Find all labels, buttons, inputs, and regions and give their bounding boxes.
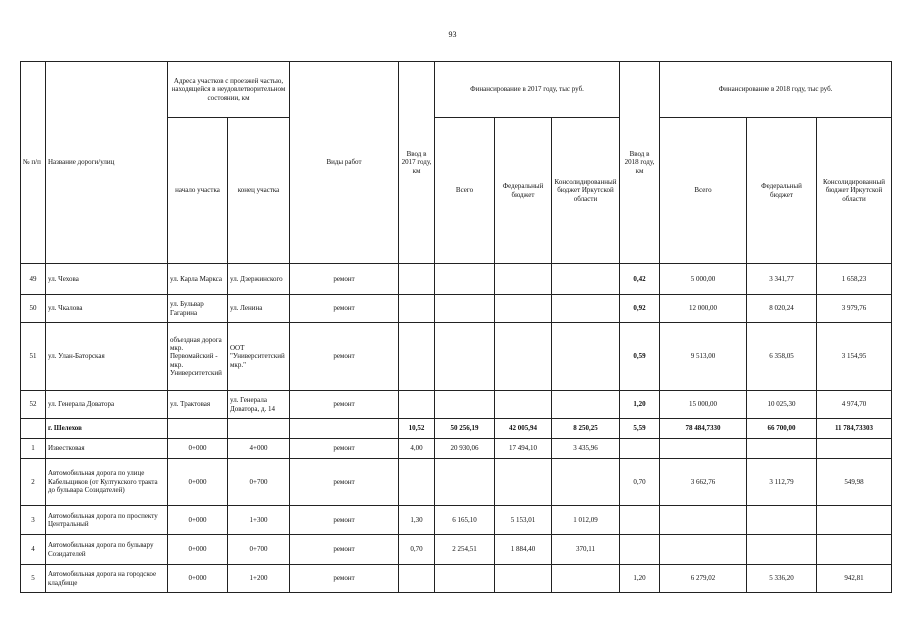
cell-start: ул. Трактовая <box>168 391 228 419</box>
cell-km-2018: 0,70 <box>620 459 660 506</box>
cell-km-2017: 0,70 <box>399 535 435 565</box>
cell-num: 49 <box>21 264 46 295</box>
subtotal-federal-2018: 66 700,00 <box>747 419 817 439</box>
cell-consolidated-2018: 4 974,70 <box>817 391 892 419</box>
cell-km-2018: 1,20 <box>620 565 660 593</box>
cell-km-2017 <box>399 459 435 506</box>
cell-consolidated-2017 <box>552 565 620 593</box>
cell-federal-2017: 5 153,01 <box>495 506 552 535</box>
cell-total-2017: 20 930,06 <box>435 439 495 459</box>
cell-total-2017 <box>435 565 495 593</box>
cell-end: 0+700 <box>228 535 290 565</box>
subtotal-consolidated-2017: 8 250,25 <box>552 419 620 439</box>
cell-km-2017 <box>399 264 435 295</box>
cell-total-2018: 5 000,00 <box>660 264 747 295</box>
road-repair-table <box>20 61 892 593</box>
cell-federal-2017 <box>495 391 552 419</box>
cell-total-2017 <box>435 295 495 323</box>
table-row <box>21 295 892 323</box>
cell-end: ул. Генерала Доватора, д. 14 <box>228 391 290 419</box>
cell-num: 51 <box>21 323 46 391</box>
cell-work <box>290 419 399 439</box>
cell-consolidated-2017 <box>552 264 620 295</box>
cell-federal-2018: 10 025,30 <box>747 391 817 419</box>
header-intro-2018: Ввод в 2018 году, км <box>620 62 660 264</box>
cell-name: ул. Генерала Доватора <box>46 391 168 419</box>
cell-name: Автомобильная дорога на городское кладбище <box>46 565 168 593</box>
cell-consolidated-2017 <box>552 391 620 419</box>
table-row <box>21 535 892 565</box>
header-addresses: Адреса участков с проезжей частью, находящейся в неудовлетворительном состоянии, км <box>168 62 290 118</box>
table-row <box>21 323 892 391</box>
cell-km-2017: 1,30 <box>399 506 435 535</box>
cell-km-2017 <box>399 391 435 419</box>
table-row <box>21 565 892 593</box>
subtotal-row <box>21 419 892 439</box>
cell-end: 1+300 <box>228 506 290 535</box>
cell-km-2017 <box>399 323 435 391</box>
header-intro-2017: Ввод в 2017 году, км <box>399 62 435 264</box>
header-road-name: Название дороги/улиц <box>46 62 168 264</box>
table-row <box>21 391 892 419</box>
cell-consolidated-2018: 1 658,23 <box>817 264 892 295</box>
cell-consolidated-2018: 3 979,76 <box>817 295 892 323</box>
cell-total-2018: 6 279,02 <box>660 565 747 593</box>
cell-total-2018 <box>660 506 747 535</box>
cell-total-2017 <box>435 391 495 419</box>
subtotal-consolidated-2018: 11 784,73303 <box>817 419 892 439</box>
header-total-2018: Всего <box>660 118 747 264</box>
cell-work: ремонт <box>290 391 399 419</box>
table-row <box>21 264 892 295</box>
subtotal-km-2017: 10,52 <box>399 419 435 439</box>
cell-federal-2017: 17 494,10 <box>495 439 552 459</box>
cell-start: 0+000 <box>168 565 228 593</box>
cell-start: 0+000 <box>168 506 228 535</box>
cell-consolidated-2017: 1 012,09 <box>552 506 620 535</box>
cell-federal-2018: 3 341,77 <box>747 264 817 295</box>
cell-consolidated-2018: 942,81 <box>817 565 892 593</box>
cell-km-2018: 0,92 <box>620 295 660 323</box>
header-start: начало участка <box>168 118 228 264</box>
cell-work: ремонт <box>290 323 399 391</box>
cell-total-2017: 2 254,51 <box>435 535 495 565</box>
cell-consolidated-2017: 370,11 <box>552 535 620 565</box>
cell-km-2018: 1,20 <box>620 391 660 419</box>
header-total-2017: Всего <box>435 118 495 264</box>
cell-federal-2018: 6 358,05 <box>747 323 817 391</box>
cell-start: ул. Бульвар Гагарина <box>168 295 228 323</box>
header-consolidated-2018: Консолидированный бюджет Иркутской области <box>817 118 892 264</box>
cell-federal-2017 <box>495 459 552 506</box>
cell-name: Автомобильная дорога по улице Кабельщиков (от Култукского тракта до бульвара Созидателей) <box>46 459 168 506</box>
cell-consolidated-2017: 3 435,96 <box>552 439 620 459</box>
cell-federal-2017 <box>495 295 552 323</box>
cell-num: 4 <box>21 535 46 565</box>
cell-total-2018 <box>660 439 747 459</box>
cell-num: 3 <box>21 506 46 535</box>
cell-federal-2017 <box>495 323 552 391</box>
cell-consolidated-2018 <box>817 506 892 535</box>
cell-num: 50 <box>21 295 46 323</box>
cell-end: ул. Ленина <box>228 295 290 323</box>
cell-total-2017 <box>435 459 495 506</box>
header-finance-2017: Финансирование в 2017 году, тыс руб. <box>435 62 620 118</box>
header-end: конец участка <box>228 118 290 264</box>
cell-num: 5 <box>21 565 46 593</box>
cell-name: Автомобильная дорога по проспекту Центральный <box>46 506 168 535</box>
header-work-types: Виды работ <box>290 62 399 264</box>
cell-work: ремонт <box>290 439 399 459</box>
cell-start <box>168 419 228 439</box>
cell-total-2018: 12 000,00 <box>660 295 747 323</box>
cell-federal-2018: 5 336,20 <box>747 565 817 593</box>
cell-km-2018: 0,59 <box>620 323 660 391</box>
page-number: 93 <box>448 30 457 39</box>
cell-name: Автомобильная дорога по бульвару Созидателей <box>46 535 168 565</box>
cell-work: ремонт <box>290 565 399 593</box>
cell-total-2018: 3 662,76 <box>660 459 747 506</box>
cell-federal-2018: 8 020,24 <box>747 295 817 323</box>
cell-total-2017 <box>435 264 495 295</box>
cell-km-2017 <box>399 565 435 593</box>
cell-total-2017 <box>435 323 495 391</box>
cell-num: 1 <box>21 439 46 459</box>
subtotal-km-2018: 5,59 <box>620 419 660 439</box>
cell-consolidated-2018 <box>817 535 892 565</box>
cell-km-2018 <box>620 506 660 535</box>
cell-federal-2017: 1 884,40 <box>495 535 552 565</box>
subtotal-federal-2017: 42 005,94 <box>495 419 552 439</box>
cell-federal-2018 <box>747 506 817 535</box>
cell-km-2018: 0,42 <box>620 264 660 295</box>
table-row <box>21 439 892 459</box>
cell-total-2017: 6 165,10 <box>435 506 495 535</box>
cell-start: 0+000 <box>168 459 228 506</box>
cell-total-2018: 15 000,00 <box>660 391 747 419</box>
cell-end <box>228 419 290 439</box>
subtotal-total-2017: 50 256,19 <box>435 419 495 439</box>
header-federal-2018: Федеральный бюджет <box>747 118 817 264</box>
cell-federal-2018: 3 112,79 <box>747 459 817 506</box>
cell-km-2017: 4,00 <box>399 439 435 459</box>
cell-name: Известковая <box>46 439 168 459</box>
cell-start: 0+000 <box>168 439 228 459</box>
cell-km-2018 <box>620 439 660 459</box>
cell-start: ул. Карла Маркса <box>168 264 228 295</box>
cell-work: ремонт <box>290 535 399 565</box>
cell-consolidated-2018 <box>817 439 892 459</box>
cell-km-2017 <box>399 295 435 323</box>
cell-federal-2017 <box>495 565 552 593</box>
cell-work: ремонт <box>290 459 399 506</box>
subtotal-total-2018: 78 484,7330 <box>660 419 747 439</box>
cell-name: ул. Чкалова <box>46 295 168 323</box>
subtotal-name: г. Шелехов <box>46 419 168 439</box>
table-row <box>21 459 892 506</box>
cell-end: 4+000 <box>228 439 290 459</box>
cell-name: ул. Улан-Баторская <box>46 323 168 391</box>
cell-name: ул. Чехова <box>46 264 168 295</box>
cell-end: 0+700 <box>228 459 290 506</box>
cell-start: 0+000 <box>168 535 228 565</box>
cell-work: ремонт <box>290 295 399 323</box>
cell-consolidated-2017 <box>552 323 620 391</box>
table-row <box>21 506 892 535</box>
cell-federal-2018 <box>747 535 817 565</box>
header-finance-2018: Финансирование в 2018 году, тыс руб. <box>660 62 892 118</box>
header-num: № п/п <box>21 62 46 264</box>
cell-consolidated-2017 <box>552 295 620 323</box>
cell-work: ремонт <box>290 264 399 295</box>
cell-federal-2018 <box>747 439 817 459</box>
cell-consolidated-2018: 3 154,95 <box>817 323 892 391</box>
cell-work: ремонт <box>290 506 399 535</box>
cell-end: 1+200 <box>228 565 290 593</box>
cell-consolidated-2018: 549,98 <box>817 459 892 506</box>
cell-consolidated-2017 <box>552 459 620 506</box>
cell-start: объездная дорога мкр. Первомайский - мкр. Университетский <box>168 323 228 391</box>
cell-km-2018 <box>620 535 660 565</box>
cell-num: 52 <box>21 391 46 419</box>
cell-federal-2017 <box>495 264 552 295</box>
cell-num: 2 <box>21 459 46 506</box>
cell-end: ООТ "Университетский мкр." <box>228 323 290 391</box>
header-federal-2017: Федеральный бюджет <box>495 118 552 264</box>
cell-num <box>21 419 46 439</box>
cell-total-2018 <box>660 535 747 565</box>
cell-end: ул. Дзержинского <box>228 264 290 295</box>
cell-total-2018: 9 513,00 <box>660 323 747 391</box>
header-consolidated-2017: Консолидированный бюджет Иркутской области <box>552 118 620 264</box>
